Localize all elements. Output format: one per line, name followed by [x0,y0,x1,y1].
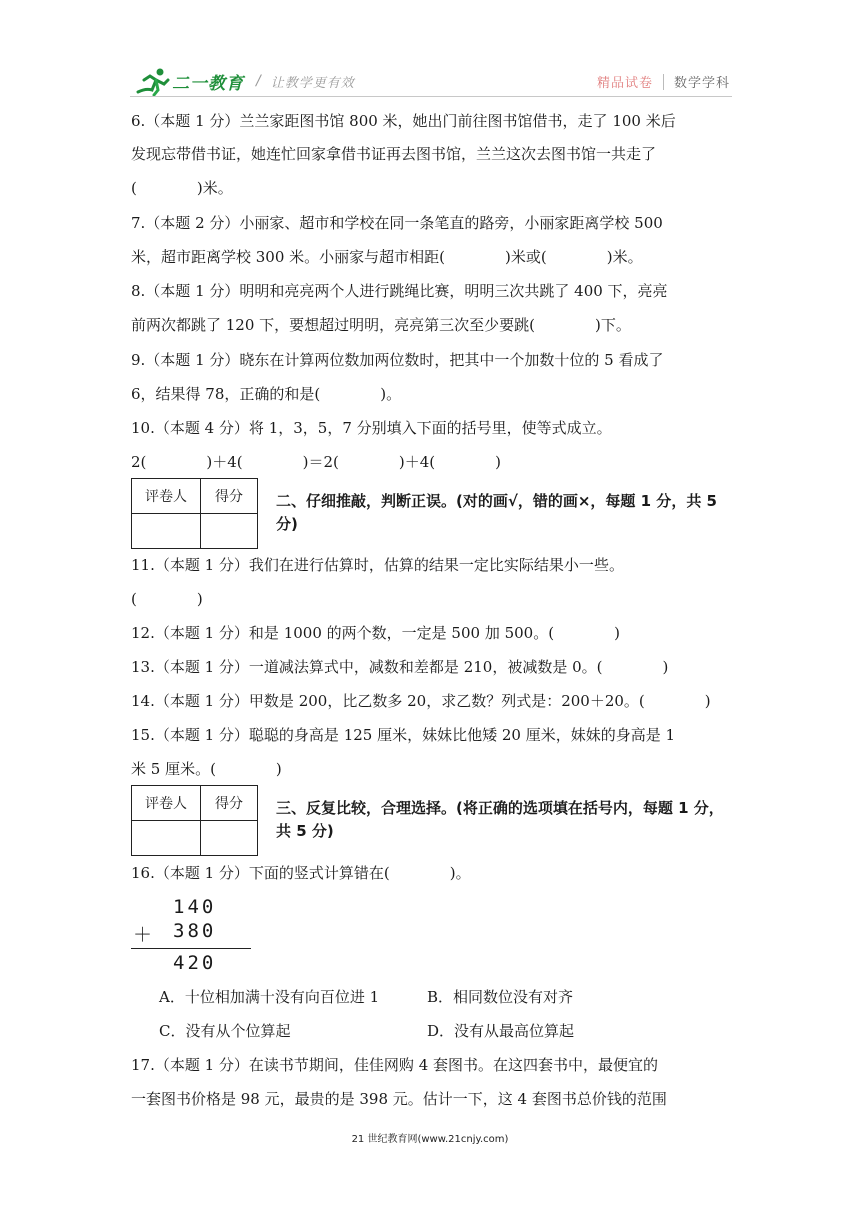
grader-header: 评卷人 [132,479,201,514]
option-c: C．没有从个位算起 [159,1022,291,1040]
header-tags [597,72,730,91]
section-3-score-table [131,785,258,856]
question-8-line-2: 前两次都跳了 120 下，要想超过明明，亮亮第三次至少要跳( )下。 [131,316,631,334]
tag-separator [663,74,664,90]
grader-cell [132,514,201,549]
header-rule [130,96,732,97]
question-11-line-1: 11.（本题 1 分）我们在进行估算时，估算的结果一定比实际结果小一些。 [131,556,624,574]
question-17-line-2: 一套图书价格是 98 元，最贵的是 398 元。估计一下，这 4 套图书总价钱的范围 [131,1090,667,1108]
question-8-line-1: 8.（本题 1 分）明明和亮亮两个人进行跳绳比赛，明明三次共跳了 400 下，亮亮 [131,282,668,300]
brand-name: 二一教育 [172,73,244,94]
section-2-title: 二、仔细推敲，判断正误。(对的画√，错的画×，每题 1 分，共 5 分) [276,492,717,533]
grader-header: 评卷人 [132,786,201,821]
tag-subject: 数学学科 [673,76,730,91]
vertical-addition [131,896,261,976]
tag-premium-exam: 精品试卷 [596,76,653,91]
question-10-line-1: 10.（本题 4 分）将 1，3，5，7 分别填入下面的括号里，使等式成立。 [131,419,612,437]
header-divider: / [256,73,261,89]
question-6-line-2: 发现忘带借书证，她连忙回家拿借书证再去图书馆，兰兰这次去图书馆一共走了 [131,145,657,163]
question-13: 13.（本题 1 分）一道减法算式中，减数和差都是 210，被减数是 0。( ) [131,658,669,676]
question-9-line-2: 6，结果得 78，正确的和是( )。 [131,385,402,403]
vertical-addend-1: 140 [173,896,217,918]
question-10-equation: 2( )＋4( )＝2( )＋4( ) [131,453,501,471]
score-header: 得分 [201,786,258,821]
vertical-sum-line [131,948,251,949]
page-header [0,0,860,100]
section-3-title: 三、反复比较，合理选择。(将正确的选项填在括号内，每题 1 分，共 5 分) [276,799,724,840]
grader-cell [132,821,201,856]
score-cell [201,821,258,856]
option-a: A．十位相加满十没有向百位进 1 [159,988,380,1006]
question-7-line-2: 米，超市距离学校 300 米。小丽家与超市相距( )米或( )米。 [131,248,643,266]
vertical-addend-2: 380 [173,920,217,942]
question-14: 14.（本题 1 分）甲数是 200，比乙数多 20，求乙数？列式是：200＋20。( ) [131,692,711,710]
runner-logo-icon [136,66,170,96]
question-15-line-2: 米 5 厘米。( ) [131,760,282,778]
question-12: 12.（本题 1 分）和是 1000 的两个数，一定是 500 加 500。( ) [131,624,620,642]
brand-logo [136,66,355,96]
brand-slogan: 让教学更有效 [270,75,355,91]
score-header: 得分 [201,479,258,514]
question-16-line-1: 16.（本题 1 分）下面的竖式计算错在( )。 [131,864,471,882]
vertical-plus-sign: ＋ [133,924,156,946]
question-6-line-3: ( )米。 [131,179,233,197]
question-7-line-1: 7.（本题 2 分）小丽家、超市和学校在同一条笔直的路旁，小丽家距离学校 500 [131,214,663,232]
score-cell [201,514,258,549]
vertical-result: 420 [173,952,217,974]
question-9-line-1: 9.（本题 1 分）晓东在计算两位数加两位数时，把其中一个加数十位的 5 看成了 [131,351,664,369]
option-b: B．相同数位没有对齐 [427,988,574,1006]
option-d: D．没有从最高位算起 [427,1022,575,1040]
question-11-answer-bracket: ( ) [131,590,203,608]
page-footer: 21 世纪教育网(www.21cnjy.com) [351,1134,509,1145]
question-6-line-1: 6.（本题 1 分）兰兰家距图书馆 800 米，她出门前往图书馆借书，走了 100 米后 [131,112,676,130]
question-15-line-1: 15.（本题 1 分）聪聪的身高是 125 厘米，妹妹比他矮 20 厘米，妹妹的身高是 1 [131,726,676,744]
section-2-score-table [131,478,258,549]
question-17-line-1: 17.（本题 1 分）在读书节期间，佳佳网购 4 套图书。在这四套书中，最便宜的 [131,1056,659,1074]
